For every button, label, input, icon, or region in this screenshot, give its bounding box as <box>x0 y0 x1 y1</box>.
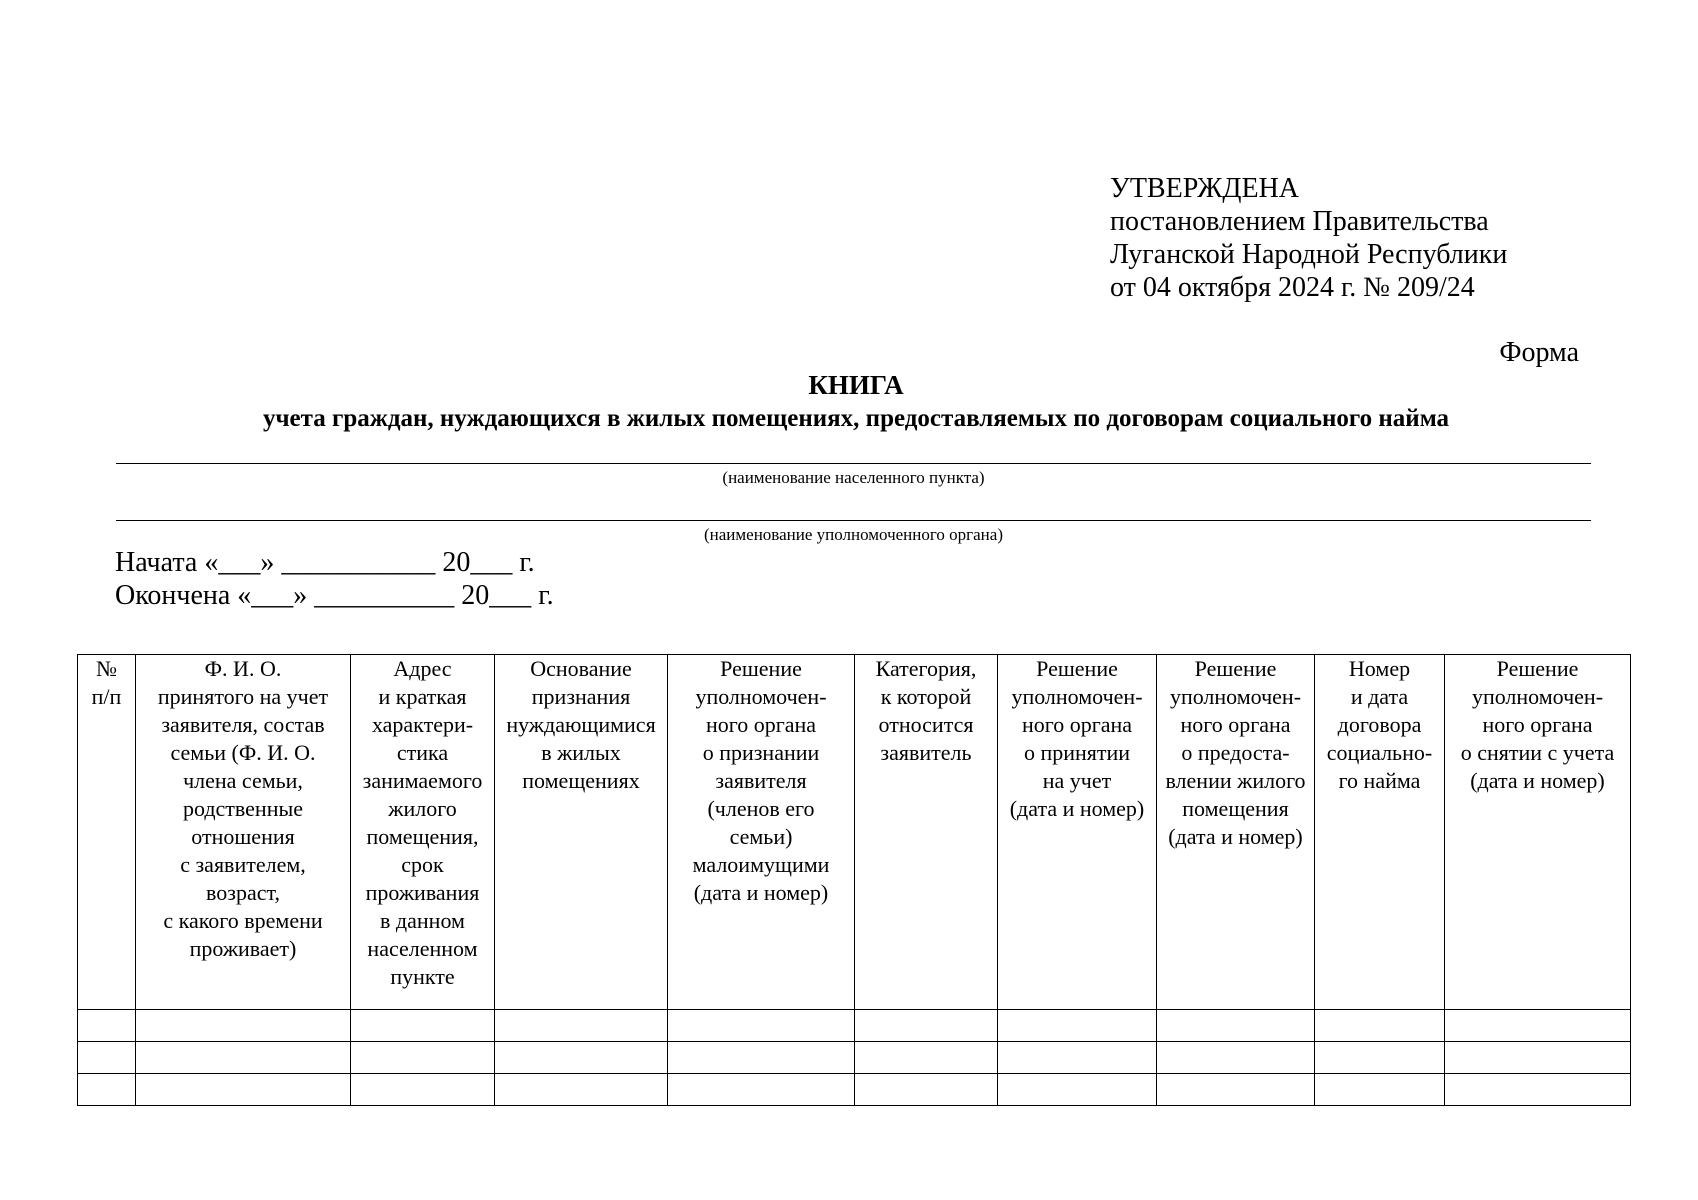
table-cell[interactable] <box>136 1074 351 1106</box>
table-cell[interactable] <box>668 1010 855 1042</box>
table-cell[interactable] <box>998 1010 1157 1042</box>
table-cell[interactable] <box>495 1010 668 1042</box>
approval-line: Луганской Народной Республики <box>1110 239 1508 270</box>
table-row <box>78 1042 1631 1074</box>
table-cell[interactable] <box>495 1074 668 1106</box>
header-cell: Номер и дата договора социально- го найма <box>1315 655 1445 1010</box>
authority-caption: (наименование уполномоченного органа) <box>703 525 1003 544</box>
table-cell[interactable] <box>855 1074 998 1106</box>
table-row <box>78 1074 1631 1106</box>
table-body <box>78 1010 1631 1106</box>
table-cell[interactable] <box>495 1042 668 1074</box>
table-cell[interactable] <box>1315 1010 1445 1042</box>
table-header-row <box>78 655 1631 1010</box>
ended-line: Окончена «___» __________ 20___ г. <box>115 580 554 611</box>
document-title: КНИГА <box>808 370 904 400</box>
table-cell[interactable] <box>78 1074 136 1106</box>
table-cell[interactable] <box>351 1074 495 1106</box>
header-cell: Решение уполномочен- ного органа о принятии на учет (дата и номер) <box>998 655 1157 1010</box>
table-cell[interactable] <box>668 1074 855 1106</box>
table-cell[interactable] <box>1157 1074 1315 1106</box>
table-cell[interactable] <box>998 1074 1157 1106</box>
table-cell[interactable] <box>1315 1042 1445 1074</box>
table-cell[interactable] <box>351 1042 495 1074</box>
table-cell[interactable] <box>136 1010 351 1042</box>
table-cell[interactable] <box>1445 1042 1631 1074</box>
table-cell[interactable] <box>998 1042 1157 1074</box>
table-cell[interactable] <box>855 1042 998 1074</box>
header-cell: Основание признания нуждающимися в жилых помещениях <box>495 655 668 1010</box>
form-label: Форма <box>1499 337 1579 368</box>
authority-blank-line <box>116 520 1591 521</box>
table-cell[interactable] <box>136 1042 351 1074</box>
table-cell[interactable] <box>1157 1010 1315 1042</box>
approval-block <box>1110 172 1507 304</box>
table-cell[interactable] <box>1315 1074 1445 1106</box>
header-cell: Ф. И. О. принятого на учет заявителя, состав семьи (Ф. И. О. члена семьи, родственные отношения с заявителем, возраст, с какого времени проживает) <box>136 655 351 1010</box>
table-cell[interactable] <box>351 1010 495 1042</box>
approval-line: постановлением Правительства <box>1110 206 1489 237</box>
header-cell: Адрес и краткая характери- стика занимаемого жилого помещения, срок проживания в данном населенном пункте <box>351 655 495 1010</box>
table-cell[interactable] <box>78 1042 136 1074</box>
header-cell: Решение уполномочен- ного органа о снятии с учета (дата и номер) <box>1445 655 1631 1010</box>
table-cell[interactable] <box>855 1010 998 1042</box>
table-cell[interactable] <box>1445 1010 1631 1042</box>
header-cell: № п/п <box>78 655 136 1010</box>
header-cell: Решение уполномочен- ного органа о предоста- влении жилого помещения (дата и номер) <box>1157 655 1315 1010</box>
header-cell: Категория, к которой относится заявитель <box>855 655 998 1010</box>
table-cell[interactable] <box>668 1042 855 1074</box>
table-cell[interactable] <box>78 1010 136 1042</box>
document-subtitle: учета граждан, нуждающихся в жилых помещениях, предоставляемых по договорам социального найма <box>262 405 1450 432</box>
started-line: Начата «___» ___________ 20___ г. <box>115 547 535 578</box>
approval-line: УТВЕРЖДЕНА <box>1110 173 1300 204</box>
settlement-caption: (наименование населенного пункта) <box>722 468 985 487</box>
header-cell: Решение уполномочен- ного органа о признании заявителя (членов его семьи) малоимущими (дата и номер) <box>668 655 855 1010</box>
settlement-blank-line <box>116 463 1591 464</box>
approval-line: от 04 октября 2024 г. № 209/24 <box>1110 272 1475 303</box>
registry-table <box>77 654 1631 1106</box>
table-row <box>78 1010 1631 1042</box>
dates-block <box>115 546 554 612</box>
table-cell[interactable] <box>1445 1074 1631 1106</box>
table-cell[interactable] <box>1157 1042 1315 1074</box>
